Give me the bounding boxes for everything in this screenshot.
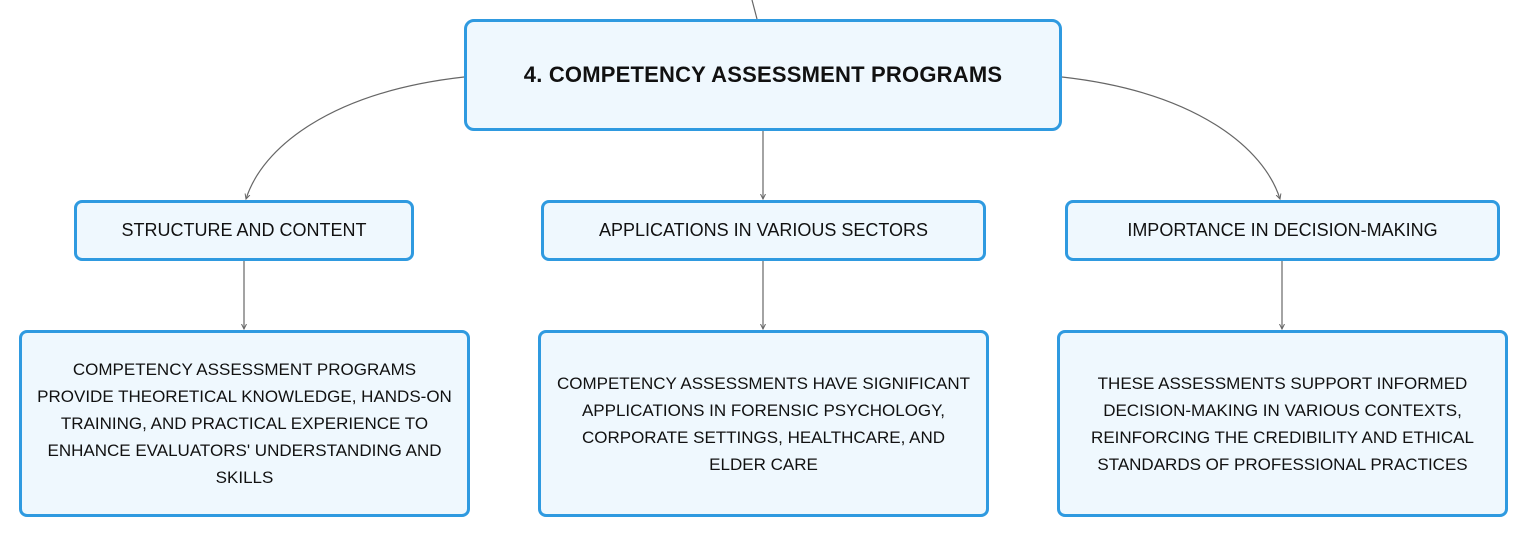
root-node-label: 4. COMPETENCY ASSESSMENT PROGRAMS [523,62,1003,87]
connector-root-to-branch-1 [246,77,464,199]
detail-node-decision-making[interactable] [1057,330,1508,517]
branch-node-label: APPLICATIONS IN VARIOUS SECTORS [598,220,929,240]
branch-node-decision-making[interactable] [1065,200,1500,261]
detail-node-text: THESE ASSESSMENTS SUPPORT INFORMED DECISION-MAKING IN VARIOUS CONTEXTS, REINFORCING THE CREDIBILITY AND ETHICAL STANDARDS OF PROFESSIONAL PRACTICES [1091,373,1474,474]
connector-root-to-branch-3 [1062,77,1280,199]
detail-node-structure-and-content[interactable] [19,330,470,517]
detail-node-text: COMPETENCY ASSESSMENTS HAVE SIGNIFICANT APPLICATIONS IN FORENSIC PSYCHOLOGY, CORPORATE SETTINGS, HEALTHCARE, AND ELDER CARE [556,373,971,474]
branch-node-label: STRUCTURE AND CONTENT [121,220,367,240]
root-node[interactable] [464,19,1062,131]
connector-from-parent [752,0,757,19]
branch-node-label: IMPORTANCE IN DECISION-MAKING [1127,220,1438,240]
branch-node-applications[interactable] [541,200,986,261]
branch-node-structure-and-content[interactable] [74,200,414,261]
detail-node-text: COMPETENCY ASSESSMENT PROGRAMS PROVIDE THEORETICAL KNOWLEDGE, HANDS-ON TRAINING, AND PRACTICAL EXPERIENCE TO ENHANCE EVALUATORS' UNDERSTANDING AND SKILLS [37,360,452,487]
detail-node-applications[interactable] [538,330,989,517]
